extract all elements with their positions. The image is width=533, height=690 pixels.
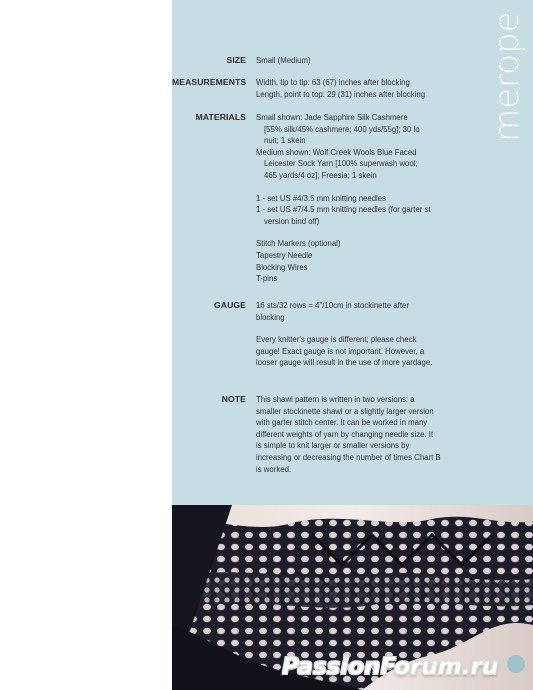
yarn-medium-line: 465 yards/4 oz]; Freesia; 1 skein	[264, 170, 377, 180]
yarn-small-line: Small shown: Jade Sapphire Silk Cashmere	[256, 113, 408, 122]
note-line: with garter stitch center. It can be worked in many	[256, 418, 428, 428]
note-line: This shawl pattern is written in two versions: a	[256, 395, 415, 404]
pattern-title	[484, 8, 528, 148]
measurements-width: Width, tip to tip: 63 (67) inches after blocking	[256, 78, 410, 87]
measurements-length: Length, point to top: 29 (31) inches after blocking	[256, 89, 426, 99]
materials-label: MATERIALS	[195, 112, 246, 122]
yarn-medium-line: Medium shown: Wolf Creek Wools Blue Faced	[256, 147, 417, 157]
notion-item: Stitch Markers (optional)	[256, 239, 341, 249]
gauge-note-line: looser gauge will result in the use of more yardage.	[256, 358, 433, 368]
note-line: increasing or decreasing the number of times Chart B	[256, 452, 441, 462]
note-line: different weights of yarn by changing needle size. It	[256, 429, 434, 439]
yarn-small-line: nuit; 1 skein	[264, 136, 306, 146]
measurements-value	[256, 77, 466, 100]
needles-line: 1 - set US #4/3.5 mm knitting needles	[256, 193, 387, 203]
yarn-medium-line: Leicester Sock Yarn [100% superwash wool;	[264, 159, 418, 169]
notion-item: Blocking Wires	[256, 262, 308, 272]
gauge-value	[256, 300, 466, 369]
note-line: is simple to knit larger or smaller versions by	[256, 441, 410, 451]
note-value	[256, 394, 466, 475]
needles-line: version bind off)	[264, 216, 320, 226]
notion-item: T-pins	[256, 274, 278, 284]
watermark: PassionForum.ru	[282, 654, 499, 680]
size-label: SIZE	[226, 55, 246, 65]
notion-item: Tapestry Needle	[256, 250, 313, 260]
measurements-label: MEASUREMENTS	[172, 77, 247, 87]
note-line: smaller stockinette shawl or a slightly larger version	[256, 406, 434, 416]
gauge-note-line: Every knitter's gauge is different; please check	[256, 335, 417, 345]
gauge-note-line: gauge! Exact gauge is not important. However, a	[256, 346, 425, 356]
needles-line: 1 - set US #7/4.5 mm knitting needles (for garter st	[256, 205, 431, 215]
size-text: Small (Medium)	[256, 56, 311, 65]
gauge-label: GAUGE	[213, 300, 246, 310]
gauge-line: 16 sts/32 rows = 4"/10cm in stockinette after	[256, 301, 409, 310]
materials-value	[256, 112, 466, 285]
gauge-line: blocking	[256, 312, 285, 322]
size-value	[256, 55, 466, 67]
note-label: NOTE	[221, 394, 246, 404]
note-line: is worked.	[256, 464, 292, 474]
page-number-badge	[507, 655, 525, 673]
pattern-title-text: merope	[487, 11, 527, 142]
yarn-small-line: [55% silk/45% cashmere; 400 yds/55g]; 30 lo	[264, 124, 420, 134]
